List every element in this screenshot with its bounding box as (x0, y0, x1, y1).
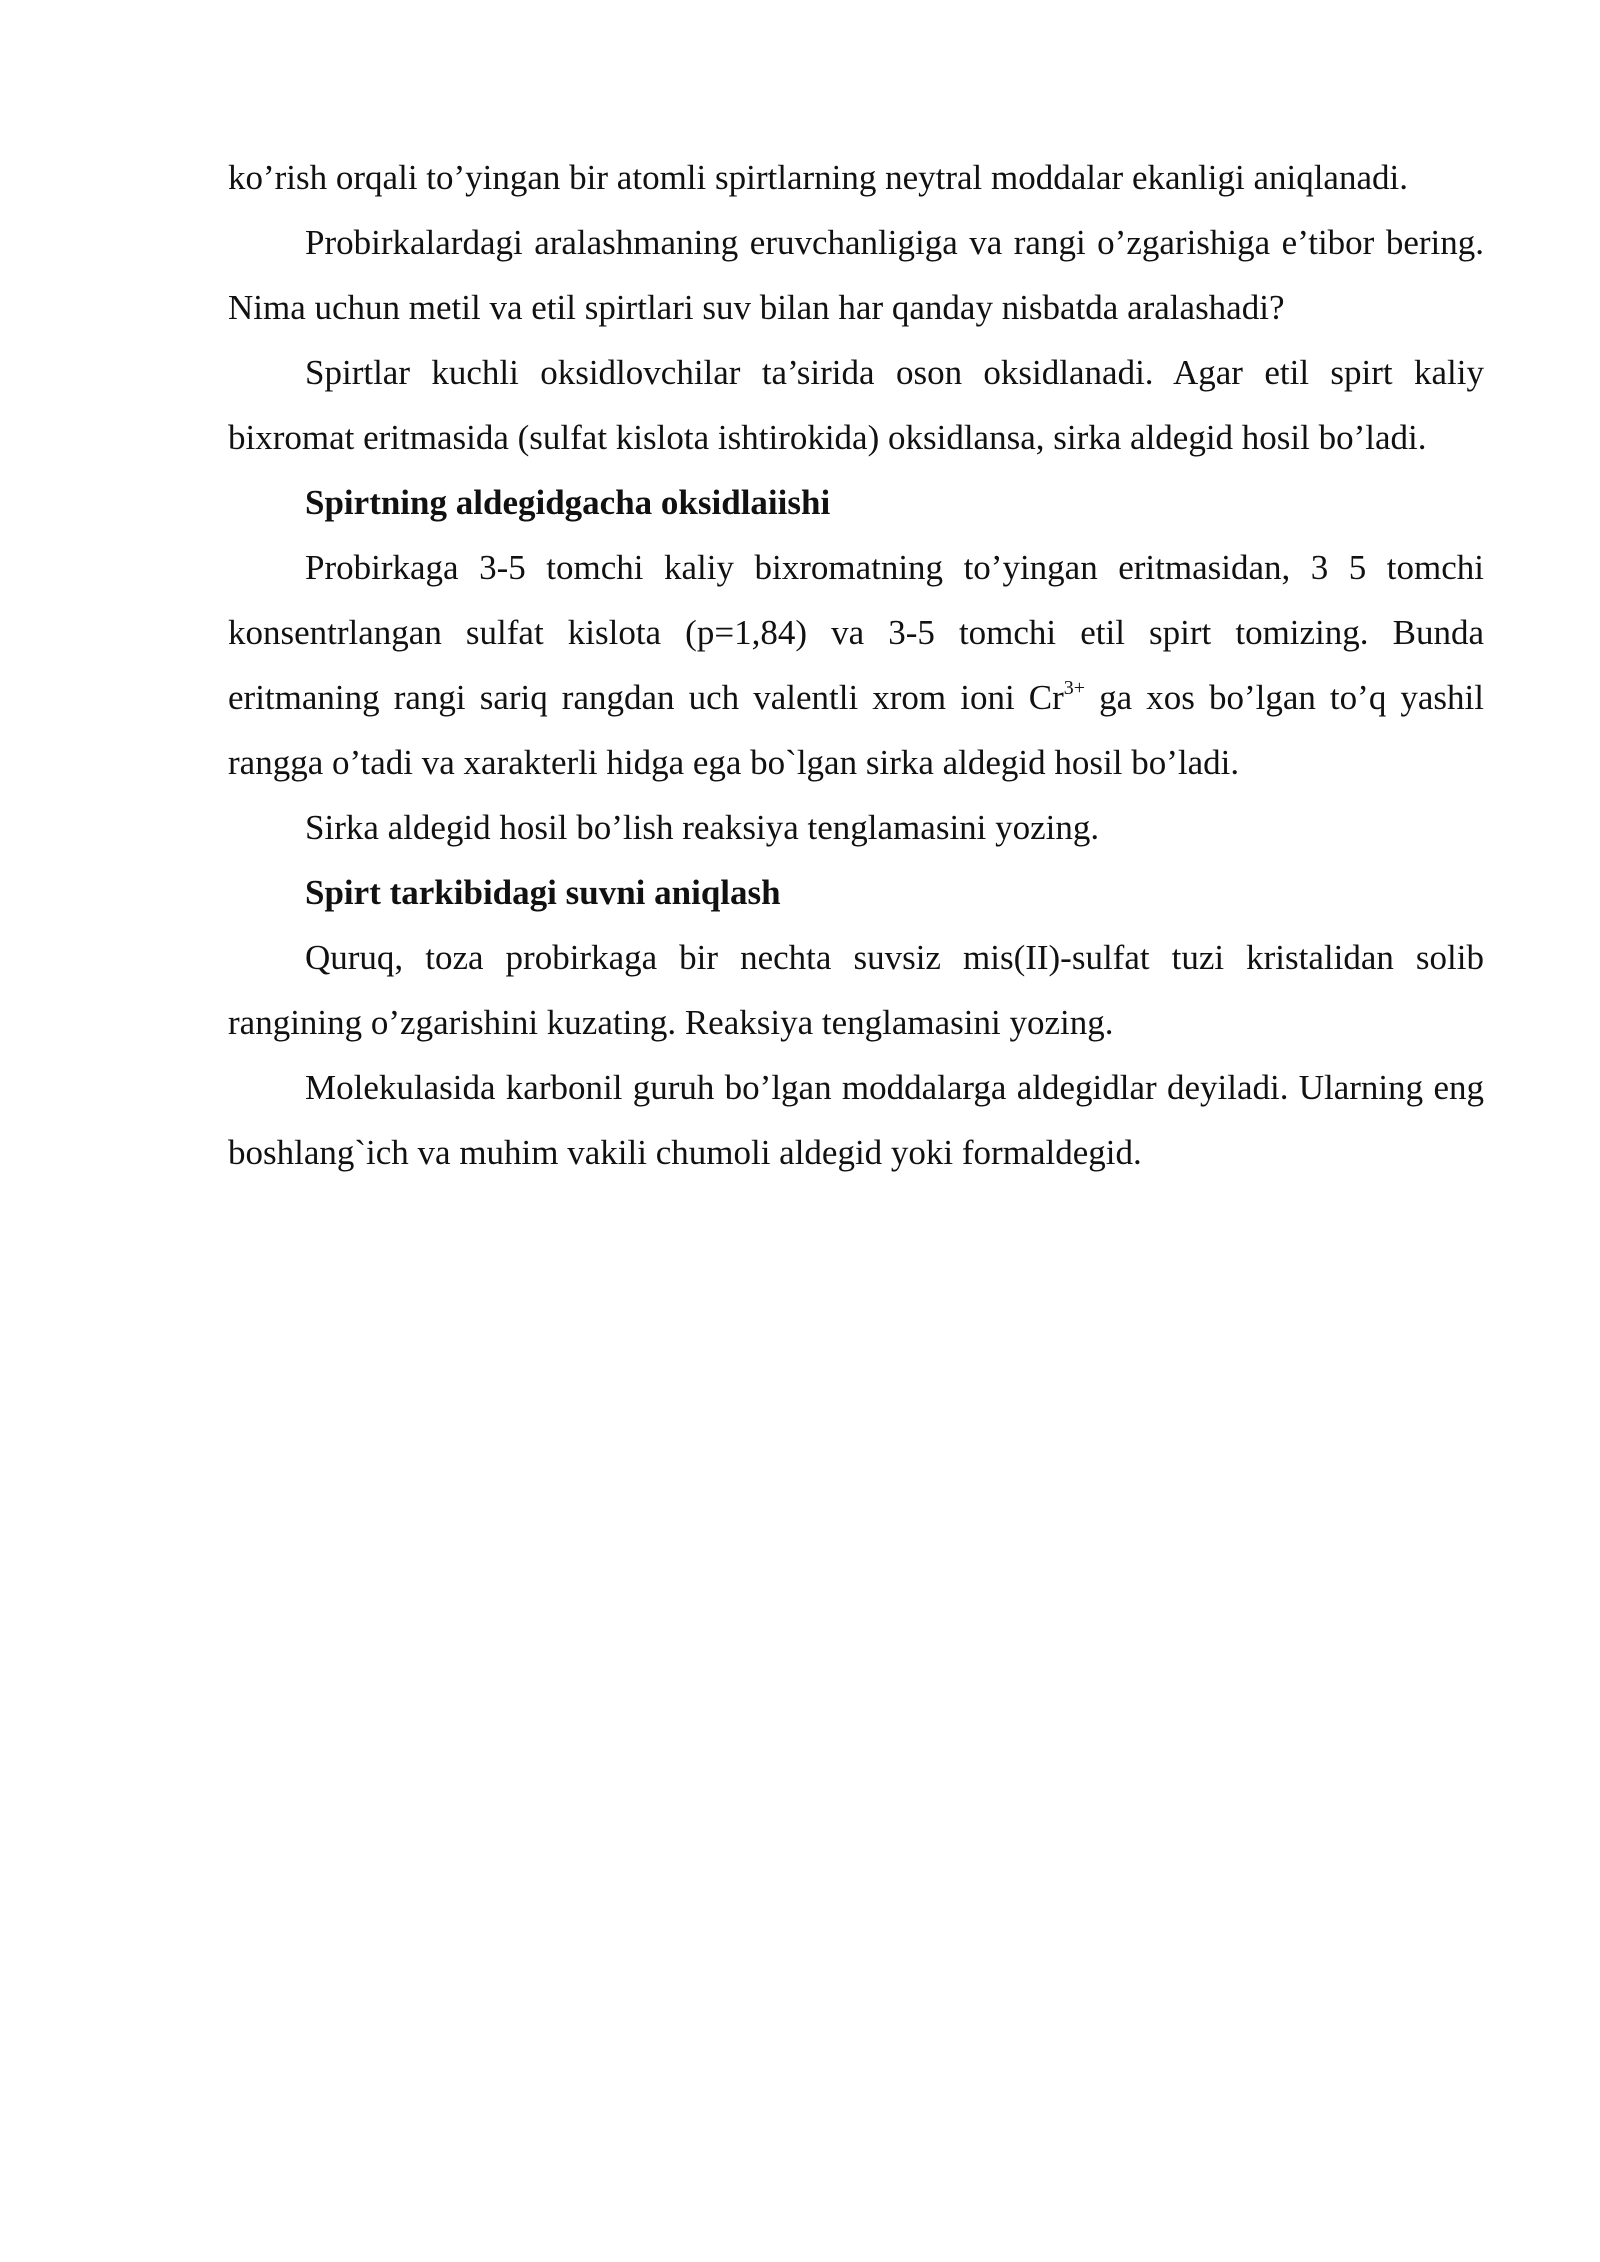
paragraph-oxidation-procedure (228, 535, 1484, 795)
paragraph-reaction-task: Sirka aldegid hosil bo’lish reaksiya tenglamasini yozing. (305, 808, 1100, 847)
paragraph-oxidation-intro: Spirtlar kuchli oksidlovchilar ta’sirida oson oksidlanadi. Agar etil spirt kaliy bixromat eritmasida (sulfat kislota ishtirokida) oksidlansa, sirka aldegid hosil bo’ladi. (228, 353, 1484, 457)
paragraph-solubility-question: Probirkalardagi aralashmaning eruvchanligiga va rangi o’zgarishiga e’tibor bering. Nima uchun metil va etil spirtlari suv bilan har qanday nisbatda aralashadi? (228, 223, 1484, 327)
procedure-text-part-1: Probirkaga 3-5 tomchi kaliy bixromatning to’yingan eritmasidan, 3 5 tomchi konsentrlangan sulfat kislota (p=1,84) va 3-5 tomchi etil spirt tomizing. Bunda eritmaning rangi sariq rangdan uch valentli xrom ioni Cr (228, 548, 1484, 717)
paragraph-aldehydes-definition: Molekulasida karbonil guruh bo’lgan moddalarga aldegidlar deyiladi. Ularning eng boshlang`ich va muhim vakili chumoli aldegid yoki formaldegid. (228, 1068, 1484, 1172)
section-heading-water-detection: Spirt tarkibidagi suvni aniqlash (305, 873, 781, 912)
section-heading-aldehyde-oxidation: Spirtning aldegidgacha oksidlaiishi (305, 483, 831, 522)
paragraph-continuation: ko’rish orqali to’yingan bir atomli spirtlarning neytral moddalar ekanligi aniqlanadi. (228, 158, 1408, 197)
paragraph-water-detection-procedure: Quruq, toza probirkaga bir nechta suvsiz mis(II)-sulfat tuzi kristalidan solib rangining o’zgarishini kuzating. Reaksiya tenglamasini yozing. (228, 938, 1484, 1042)
chromium-charge-superscript: 3+ (1063, 677, 1086, 699)
document-page (228, 145, 1484, 1185)
procedure-text-part-2: ga xos bo’lgan to’q yashil rangga o’tadi va xarakterli hidga ega bo`lgan sirka aldegid hosil bo’ladi. (228, 678, 1484, 782)
